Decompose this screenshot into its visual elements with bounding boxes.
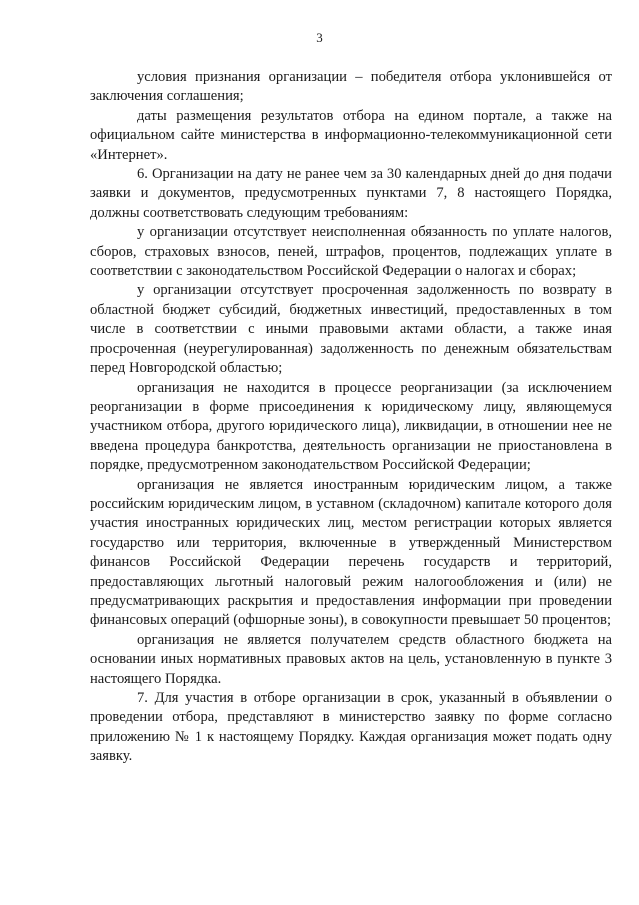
document-body: [90, 68, 612, 767]
paragraph: даты размещения результатов отбора на едином портале, а также на официальном сайте министерства в информационно-телекоммуникационной сети «Интернет».: [90, 107, 612, 163]
page-number: 3: [316, 30, 323, 45]
paragraph: у организации отсутствует просроченная задолженность по возврату в областной бюджет субсидий, бюджетных инвестиций, предоставленных в том числе в соответствии с иными правовыми актами области, а также иная просроченная (неурегулированная) задолженность по денежным обязательствам перед Новгородской областью;: [90, 282, 612, 377]
paragraph: 7. Для участия в отборе организации в срок, указанный в объявлении о проведении отбора, представляют в министерство заявку по форме согласно приложению № 1 к настоящему Порядку. Каждая организация может подать одну заявку.: [90, 690, 612, 765]
paragraph: организация не находится в процессе реорганизации (за исключением реорганизации в форме присоединения к юридическому лицу, являющемуся участником отбора, другого юридического лица), ликвидации, в отношении нее не введена процедура банкротства, деятельность организации не приостановлена в порядке, предусмотренном законодательством Российской Федерации;: [90, 379, 612, 474]
paragraph: у организации отсутствует неисполненная обязанность по уплате налогов, сборов, страховых взносов, пеней, штрафов, процентов, подлежащих уплате в соответствии с законодательством Российской Федерации о налогах и сборах;: [90, 224, 612, 280]
paragraph: организация не является получателем средств областного бюджета на основании иных нормативных правовых актов на цель, установленную в пункте 3 настоящего Порядка.: [90, 631, 612, 687]
paragraph: 6. Организации на дату не ранее чем за 30 календарных дней до дня подачи заявки и документов, предусмотренных пунктами 7, 8 настоящего Порядка, должны соответствовать следующим требованиям:: [90, 166, 612, 221]
paragraph: организация не является иностранным юридическим лицом, а также российским юридическим лицом, в уставном (складочном) капитале которого доля участия иностранных юридических лиц, местом регистрации которых является государство или территория, включенные в утвержденный Министерством финансов Российской Федерации перечень государств и территорий, предоставляющих льготный налоговый режим налогообложения и (или) не предусматривающих раскрытия и предоставления информации при проведении финансовых операций (офшорные зоны), в совокупности превышает 50 процентов;: [90, 476, 612, 629]
paragraph: условия признания организации – победителя отбора уклонившейся от заключения соглашения;: [90, 69, 612, 105]
